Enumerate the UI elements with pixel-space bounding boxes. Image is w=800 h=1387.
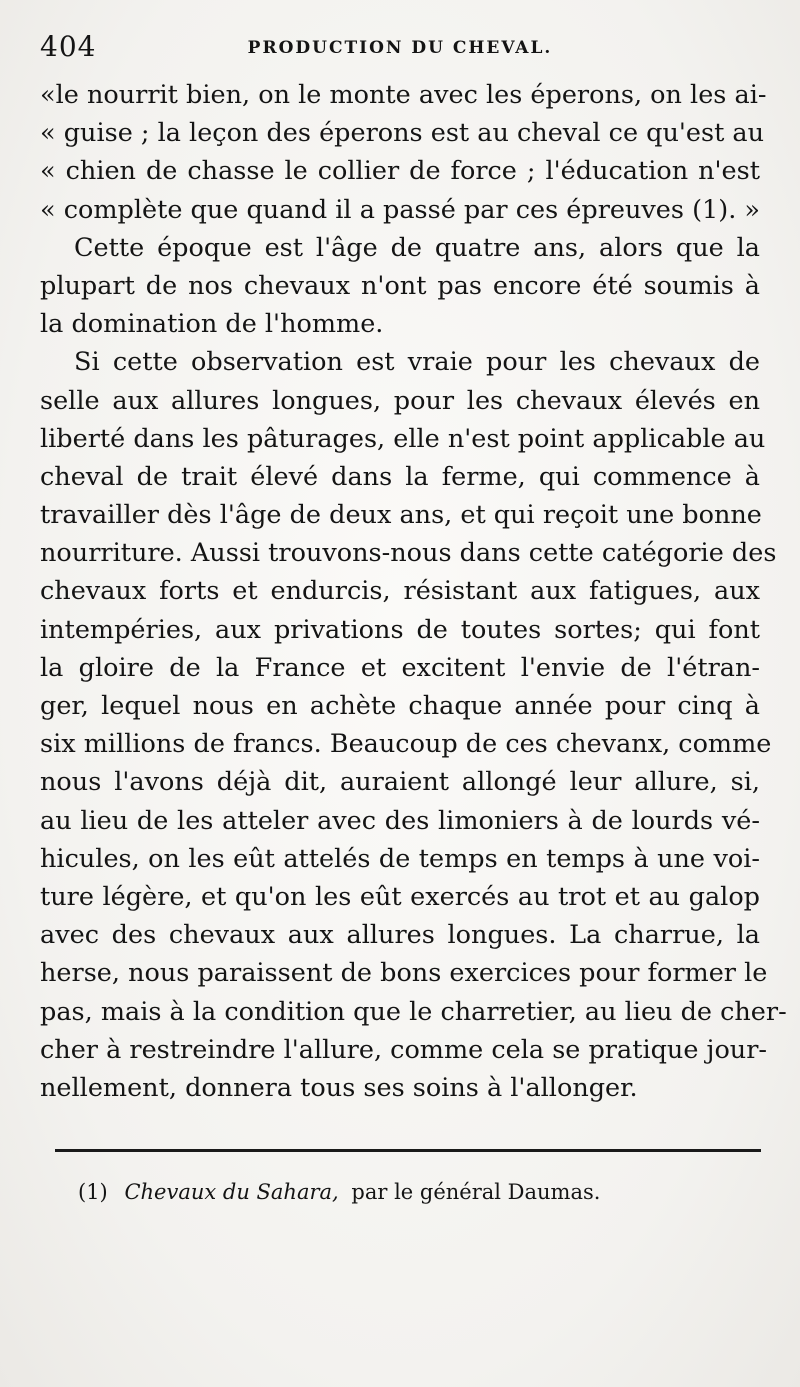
text-line: six millions de francs. Beaucoup de ces chevanx, comme <box>40 729 772 760</box>
text-line: chevaux forts et endurcis, résistant aux fatigues, aux <box>40 576 760 607</box>
text-line: ger, lequel nous en achète chaque année pour cinq à <box>40 691 760 721</box>
text-line: « guise ; la leçon des éperons est au cheval ce qu'est au <box>40 118 765 149</box>
text-line: « chien de chasse le collier de force ; l'éducation n'est <box>40 156 760 187</box>
text-line: nellement, donnera tous ses soins à l'allonger. <box>40 1072 638 1103</box>
text-line: intempéries, aux privations de toutes sortes; qui font <box>40 614 760 645</box>
text-line: ture légère, et qu'on les eût exercés au trot et au galop <box>40 881 760 912</box>
text-line: «le nourrit bien, on le monte avec les éperons, on les ai- <box>40 80 767 110</box>
text-line: cher à restreindre l'allure, comme cela se pratique jour- <box>40 1034 768 1065</box>
text-line: pas, mais à la condition que le charretier, au lieu de cher- <box>40 996 787 1027</box>
page-header <box>40 30 760 66</box>
text-line: la gloire de la France et excitent l'envie de l'étran- <box>40 652 760 683</box>
paragraph-start-line: Si cette observation est vraie pour les chevaux de <box>74 347 760 378</box>
paragraph-start-line: Cette époque est l'âge de quatre ans, alors que la <box>74 232 760 263</box>
text-line: la domination de l'homme. <box>40 309 384 340</box>
text-line: plupart de nos chevaux n'ont pas encore été soumis à <box>40 270 760 301</box>
footnote-marker: (1) <box>78 1180 108 1204</box>
text-line: herse, nous paraissent de bons exercices pour former le <box>40 958 768 989</box>
text-line: nous l'avons déjà dit, auraient allongé leur allure, si, <box>40 767 760 798</box>
running-title: PRODUCTION DU CHEVAL. <box>247 38 553 58</box>
text-line: avec des chevaux aux allures longues. La charrue, la <box>40 920 760 951</box>
footnote <box>78 1180 738 1204</box>
text-line: « complète que quand il a passé par ces épreuves (1). » <box>40 194 761 225</box>
footnote-rule <box>55 1149 761 1152</box>
text-line: liberté dans les pâturages, elle n'est point applicable au <box>40 423 766 454</box>
text-line: cheval de trait élevé dans la ferme, qui commence à <box>40 461 760 492</box>
footnote-title: Chevaux du Sahara, <box>124 1180 339 1204</box>
footnote-text: par le général Daumas. <box>351 1180 601 1204</box>
text-line: nourriture. Aussi trouvons-nous dans cette catégorie des <box>40 538 777 569</box>
text-line: hicules, on les eût attelés de temps en temps à une voi- <box>40 843 760 874</box>
text-line: au lieu de les atteler avec des limoniers à de lourds vé- <box>40 805 760 836</box>
text-line: selle aux allures longues, pour les chevaux élevés en <box>40 385 760 416</box>
page-number: 404 <box>40 30 97 63</box>
body-text <box>40 76 787 1107</box>
text-line: travailler dès l'âge de deux ans, et qui reçoit une bonne <box>40 500 762 531</box>
